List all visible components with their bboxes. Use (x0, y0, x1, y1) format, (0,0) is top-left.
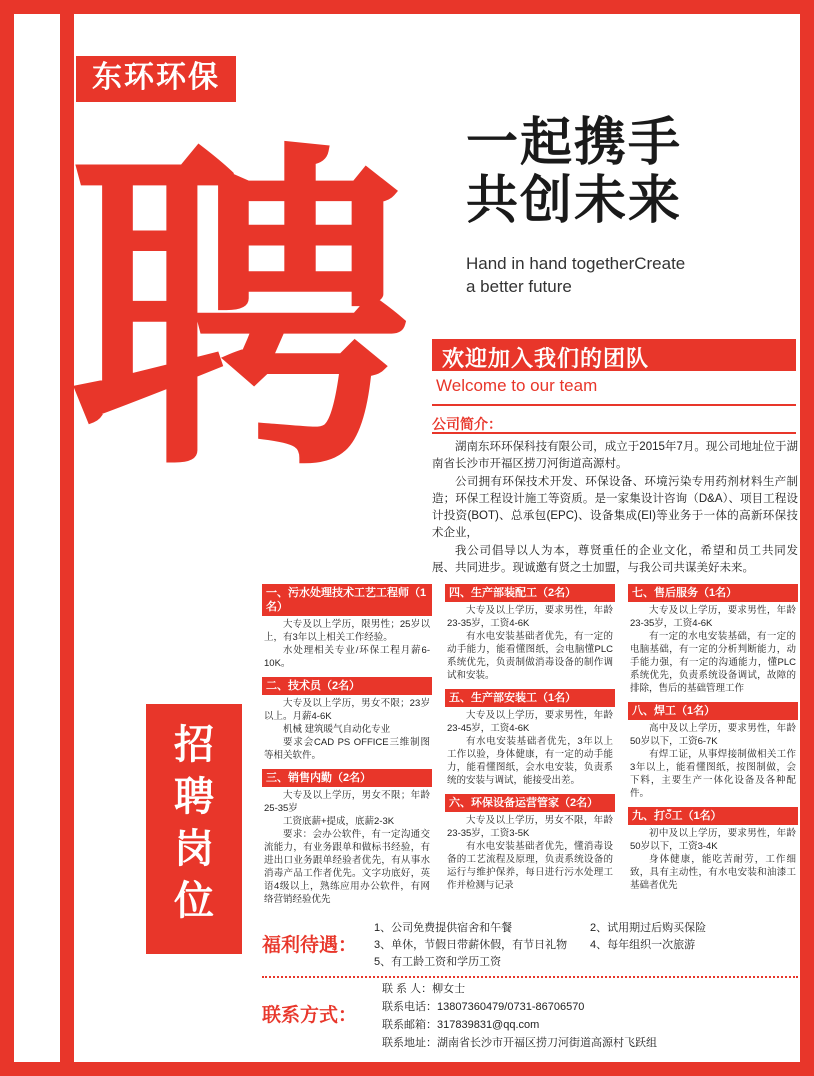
job-line: 有水电安装基础者优先，有一定的动手能力，能看懂图纸，会电脑懂PLC系统优先，负责制做消毒设备的制作调试和安装。 (447, 631, 613, 681)
benefit-item: 3、单休，节假日带薪休假，有节日礼物 (374, 939, 568, 951)
job-line: 大专及以上学历，要求男性，年龄23-35岁，工资4-6K (447, 605, 613, 629)
benefits-list (374, 920, 798, 971)
job-item (445, 584, 615, 682)
job-item (628, 702, 798, 800)
job-item (628, 807, 798, 892)
job-title: 三、销售内勤（2名） (262, 769, 432, 787)
benefit-item: 5、有工龄工资和学历工资 (374, 956, 502, 968)
benefit-item: 4、每年组织一次旅游 (590, 939, 696, 951)
contact-email: 联系邮箱：317839831@qq.com (382, 1019, 540, 1031)
job-line: 大专及以上学历，要求男性，年龄23-35岁，工资4-6K (630, 605, 796, 629)
job-title: 五、生产部安装工（1名） (445, 689, 615, 707)
poster-inner (14, 14, 800, 1062)
benefits-row (374, 920, 798, 937)
job-column-2 (445, 584, 615, 899)
job-line: 工资底薪+提成，底薪2-3K (283, 816, 395, 827)
job-body (628, 720, 798, 800)
job-title: 九、打ँ工（1名） (628, 807, 798, 825)
welcome-banner (432, 339, 796, 371)
job-line: 大专及以上学历，男女不限；年龄25-35岁 (264, 790, 430, 814)
headline-en-line2: a better future (466, 277, 572, 296)
job-line: 机械 建筑暖气自动化专业 (283, 724, 391, 735)
job-title: 二、技术员（2名） (262, 677, 432, 695)
benefit-item: 1、公司免费提供宿舍和午餐 (374, 922, 513, 934)
job-line: 高中及以上学历，要求男性，年龄50岁以下，工资6-7K (630, 723, 796, 747)
job-line: 有一定的水电安装基础，有一定的电脑基础，有一定的分析判断能力，动手能力强，有一定的沟通能力，懂PLC系统优先，负责系统设备调试，故障的排除，售后的基础管理工作 (630, 631, 796, 694)
benefits-label: 福利待遇： (262, 935, 358, 956)
job-line: 要求：会办公软件，有一定沟通交流能力，有业务跟单和做标书经验，有进出口业务跟单经验者优先，有从事水消毒产品工作者优先。文字功底好，英语4级以上，熟练应用办公软件，有网络营销经验优先 (264, 829, 430, 905)
job-line: 初中及以上学历，要求男性，年龄50岁以下，工资3-4K (630, 828, 796, 852)
intro-paragraph-3: 我公司倡导以人为本，尊贤重任的企业文化，希望和员工共同发展、共同进步。现诚邀有贤之士加盟，与我公司共谋美好未来。 (432, 545, 798, 574)
job-item (262, 584, 432, 670)
job-body (262, 695, 432, 762)
job-body (445, 602, 615, 682)
job-title: 一、污水处理技术工艺工程师（1名） (262, 584, 432, 616)
contact-label: 联系方式： (262, 1005, 358, 1026)
contact-phone: 联系电话：13807360479/0731-86706570 (382, 1001, 585, 1013)
job-item (445, 689, 615, 787)
job-line: 大专及以上学历，男女不限，年龄23-35岁，工资3-5K (447, 815, 613, 839)
job-body (262, 616, 432, 670)
big-pin-character: 聘 (69, 116, 409, 512)
job-item (445, 794, 615, 892)
job-line: 大专及以上学历，男女不限；23岁以上。月薪4-6K (264, 698, 430, 722)
headline-line2: 共创未来 (466, 172, 683, 230)
job-line: 有水电安装基础者优先，懂消毒设备的工艺流程及原理，负责系统设备的运行与维护保养，每日进行污水处理工作并检测与记录 (447, 841, 613, 891)
job-line: 有焊工证，从事焊接制做相关工作3年以上，能看懂图纸，按图制做，会下料，主要生产一体化设备及各种配件。 (630, 749, 796, 799)
job-body (262, 787, 432, 906)
job-line: 大专及以上学历，要求男性，年龄23-45岁，工资4-6K (447, 710, 613, 734)
intro-paragraph-1: 湖南东环环保科技有限公司，成立于2015年7月。现公司地址位于湖南省长沙市开福区捞刀河街道高源村。 (432, 441, 798, 470)
job-body (628, 825, 798, 892)
vertical-words: 招聘岗位 (174, 723, 214, 923)
job-line: 要求会CAD PS OFFICE三维制图等相关软件。 (264, 737, 430, 761)
divider-under-title (432, 432, 796, 434)
contact-list (382, 980, 798, 1052)
headline-en-line1: Hand in hand togetherCreate (466, 254, 686, 273)
contact-address: 联系地址：湖南省长沙市开福区捞刀河街道高源村飞跃组 (382, 1037, 657, 1049)
divider-top (432, 404, 796, 406)
job-line: 大专及以上学历，限男性；25岁以上，有3年以上相关工作经验。 (264, 619, 430, 643)
contact-person: 联 系 人：柳女士 (382, 983, 466, 995)
job-title: 七、售后服务（1名） (628, 584, 798, 602)
benefit-item: 2、试用期过后购买保险 (590, 922, 707, 934)
company-intro-title: 公司简介： (432, 416, 502, 432)
company-brand-badge: 东环环保 (76, 56, 236, 102)
job-column-3 (628, 584, 798, 899)
job-item (628, 584, 798, 695)
welcome-english: Welcome to our team (436, 376, 598, 395)
headline-line1: 一起携手 (466, 114, 683, 172)
company-intro (432, 439, 798, 578)
job-body (628, 602, 798, 695)
job-title: 八、焊工（1名） (628, 702, 798, 720)
job-line: 有水电安装基础者优先，3年以上工作以验，身体健康，有一定的动手能力，能看懂图纸，会水电安装，负责系统的安装与调试，能接受出差。 (447, 736, 613, 786)
page-title (466, 114, 796, 230)
headline-english (466, 252, 796, 298)
job-line: 水处理相关专业/环保工程月薪6-10K。 (264, 645, 430, 669)
benefits-row (374, 954, 798, 971)
job-body (445, 812, 615, 892)
job-item (262, 677, 432, 762)
job-item (262, 769, 432, 906)
job-column-1 (262, 584, 432, 913)
job-body (445, 707, 615, 787)
job-title: 四、生产部装配工（2名） (445, 584, 615, 602)
job-title: 六、环保设备运营管家（2名） (445, 794, 615, 812)
job-line: 身体健康，能吃苦耐劳，工作细致，具有主动性，有水电安装和油漆工基础者优先 (630, 854, 796, 891)
benefits-row (374, 937, 798, 954)
divider-dotted (262, 976, 798, 978)
intro-paragraph-2: 公司拥有环保技术开发、环保设备、环境污染专用药剂材料生产制造；环保工程设计施工等资质。是一家集设计咨询（D&A）、项目工程设计投资(BOT)、总承包(EPC)、设备集成(EI)等业务于一体的高新环保技术企业， (432, 476, 798, 539)
welcome-banner-text: 欢迎加入我们的团队 (442, 346, 650, 371)
